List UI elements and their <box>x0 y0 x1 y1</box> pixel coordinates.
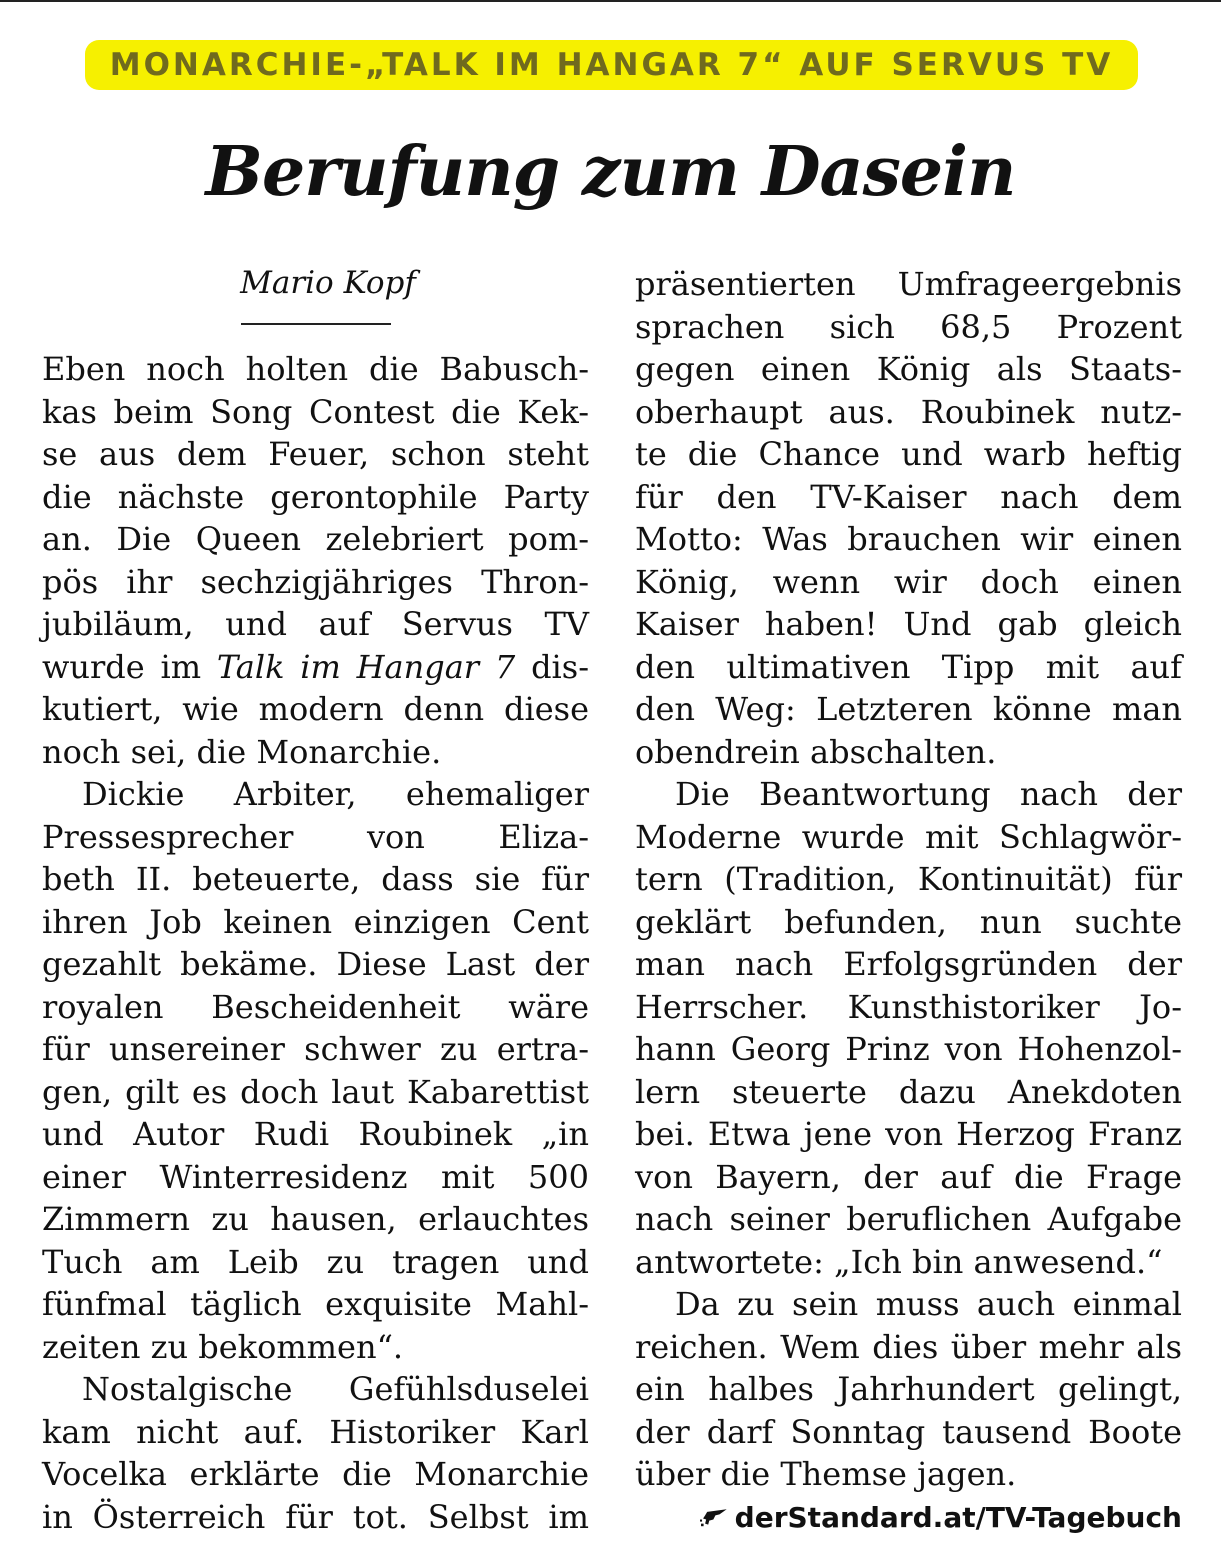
text-line: bei. Etwa jene von Herzog Franz <box>635 1115 1182 1153</box>
text-line: royalen Bescheidenheit wäre <box>42 987 589 1026</box>
text-line: oberhaupt aus. Roubinek nutz- <box>635 392 1182 431</box>
text-line: den ultimativen Tipp mit auf <box>635 647 1182 686</box>
text-fragment: wurde im <box>42 647 217 686</box>
article-column-right <box>635 263 1182 1496</box>
text-line: gegen einen König als Staats- <box>635 350 1182 388</box>
text-line: nach seiner beruflichen Aufgabe <box>635 1200 1182 1238</box>
text-line: obendrein abschalten. <box>635 732 997 771</box>
text-line: Motto: Was brauchen wir einen <box>635 520 1182 558</box>
text-line: präsentierten Umfrageergebnis <box>635 265 1182 303</box>
text-line: geklärt befunden, nun suchte <box>635 902 1182 941</box>
text-line: den Weg: Letzteren könne man <box>635 690 1182 728</box>
text-line: noch sei, die Monarchie. <box>42 732 442 771</box>
source-url[interactable]: derStandard.at/TV-Tagebuch <box>734 1501 1182 1534</box>
text-line: für den TV-Kaiser nach dem <box>635 477 1182 516</box>
text-line: Kaiser haben! Und gab gleich <box>635 605 1182 643</box>
top-rule <box>0 0 1221 2</box>
text-line: beth II. beteuerte, dass sie für <box>42 860 589 898</box>
text-line: Pressesprecher von Eliza- <box>42 817 589 856</box>
text-line: lern steuerte dazu Anekdoten <box>635 1072 1182 1111</box>
text-line: Moderne wurde mit Schlagwör- <box>635 817 1182 856</box>
text-line: kas beim Song Contest die Kek- <box>42 392 589 431</box>
text-line: te die Chance und warb heftig <box>635 435 1182 473</box>
arrow-pointer-icon <box>700 1501 727 1535</box>
text-line: von Bayern, der auf die Frage <box>635 1157 1182 1196</box>
text-line: in Österreich für tot. Selbst im <box>42 1497 589 1536</box>
text-line: kam nicht auf. Historiker Karl <box>42 1412 589 1451</box>
text-line: man nach Erfolgsgründen der <box>635 945 1182 983</box>
text-line: an. Die Queen zelebriert pom- <box>42 520 589 558</box>
article-column-left <box>42 348 589 1538</box>
text-line: König, wenn wir doch einen <box>635 562 1182 601</box>
text-line: Dickie Arbiter, ehemaliger <box>82 775 589 813</box>
source-link[interactable] <box>700 1498 1182 1538</box>
text-line: se aus dem Feuer, schon steht <box>42 435 589 473</box>
text-line: die nächste gerontophile Party <box>42 477 589 516</box>
author-divider <box>241 323 391 325</box>
kicker-text: MONARCHIE-„TALK IM HANGAR 7“ AUF SERVUS TV <box>109 46 1114 83</box>
text-line: Tuch am Leib zu tragen und <box>42 1242 589 1281</box>
text-line: zeiten zu bekommen“. <box>42 1327 404 1366</box>
text-line: und Autor Rudi Roubinek „in <box>42 1115 589 1153</box>
text-line: Da zu sein muss auch einmal <box>675 1285 1182 1323</box>
text-line: Zimmern zu hausen, erlauchtes <box>42 1200 589 1238</box>
text-line: Vocelka erklärte die Monarchie <box>42 1455 589 1493</box>
text-line: einer Winterresidenz mit 500 <box>42 1157 589 1196</box>
text-line: Die Beantwortung nach der <box>675 775 1182 813</box>
text-line: ihren Job keinen einzigen Cent <box>42 902 589 941</box>
text-line: pös ihr sechzigjähriges Thron- <box>42 562 589 601</box>
text-line: über die Themse jagen. <box>635 1455 1017 1493</box>
show-title: Talk im Hangar 7 <box>216 647 516 686</box>
text-line: fünfmal täglich exquisite Mahl- <box>42 1285 589 1323</box>
text-line: gen, gilt es doch laut Kabarettist <box>42 1072 589 1111</box>
text-fragment: dis- <box>515 647 590 686</box>
kicker-banner <box>85 40 1138 90</box>
text-line: reichen. Wem dies über mehr als <box>635 1327 1182 1366</box>
text-line: gezahlt bekäme. Diese Last der <box>42 945 589 983</box>
text-line: antwortete: „Ich bin anwesend.“ <box>635 1242 1163 1281</box>
text-line <box>42 646 589 689</box>
text-line: Eben noch holten die Babusch- <box>42 350 589 388</box>
text-line: der darf Sonntag tausend Boote <box>635 1412 1182 1451</box>
text-line: kutiert, wie modern denn diese <box>42 690 589 728</box>
text-line: jubiläum, und auf Servus TV <box>42 605 589 643</box>
text-line: Herrscher. Kunsthistoriker Jo- <box>635 987 1182 1026</box>
text-line: für unsereiner schwer zu ertra- <box>42 1030 589 1068</box>
text-line: sprachen sich 68,5 Prozent <box>635 307 1182 346</box>
author-byline: Mario Kopf <box>240 265 416 301</box>
headline: Berufung zum Dasein <box>205 132 1016 212</box>
text-line: ein halbes Jahrhundert gelingt, <box>635 1370 1182 1408</box>
text-line: hann Georg Prinz von Hohenzol- <box>635 1030 1182 1068</box>
text-line: tern (Tradition, Kontinuität) für <box>635 860 1182 898</box>
text-line: Nostalgische Gefühlsduselei <box>82 1370 589 1408</box>
